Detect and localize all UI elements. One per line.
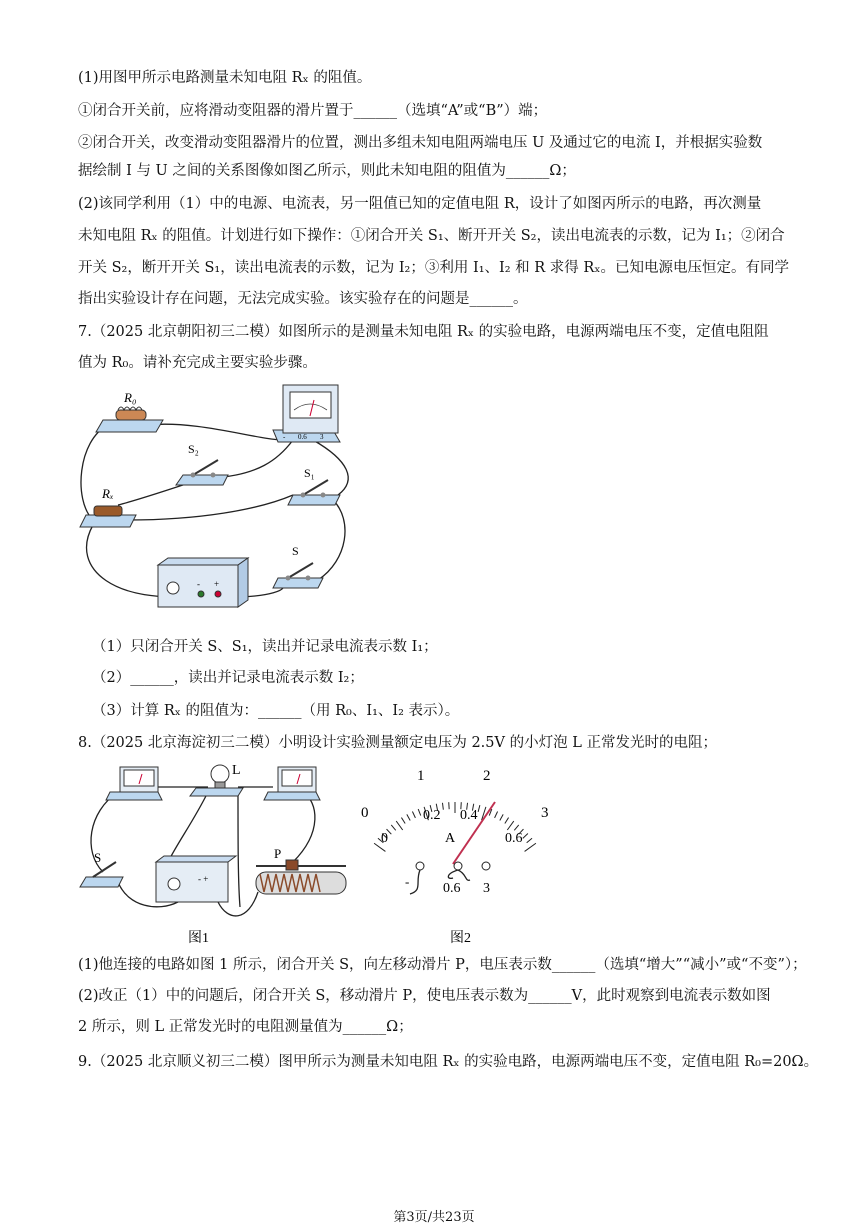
inner-04: 0.4 [460,808,478,823]
s2-label: S₂ [188,442,199,456]
power-supply [158,558,248,607]
terminal-3 [482,862,490,870]
q8-s-label: S [94,850,102,865]
q7-circuit-figure [78,380,368,620]
q8-part2-a: (2)改正（1）中的问题后，闭合开关 S，移动滑片 P，使电压表示数为______V，此时观察到电流表示数如图 [78,988,771,1004]
meter-tick [523,834,528,839]
meter-tick [525,843,536,851]
outer-2: 2 [483,768,491,784]
meter-tick [442,803,443,810]
meter-tick [412,812,415,818]
ammeter-right [264,767,320,800]
q6-part2-c: 开关 S₂，断开开关 S₁，读出电流表的示数，记为 I₂；③利用 I₁、I₂ 和 R 求得 Rₓ。已知电源电压恒定。有同学 [78,260,789,276]
meter-tick [401,818,405,824]
label-neg: - [405,874,410,889]
ammeter-term-06: 0.6 [298,433,307,441]
r0-label: R₀ [124,390,137,405]
meter-tick [478,805,480,812]
inner-02: 0.2 [423,808,441,823]
bulb-l [190,763,243,796]
q8-fig1-circuit [78,762,358,947]
q8-stem: 8.（2025 北京海淀初三二模）小明设计实验测量额定电压为 2.5V 的小灯泡 L 正常发光时的电阻； [78,735,717,751]
ammeter-term-neg: - [283,433,286,441]
voltmeter-left [106,767,162,800]
q6-part2-d: 指出实验设计存在问题，无法完成实验。该实验存在的问题是______。 [78,291,528,307]
meter-tick [527,838,532,842]
supply-pos: + [214,579,220,589]
meter-tick [418,809,421,816]
meter-tick [500,814,503,820]
q6-step1: ①闭合开关前，应将滑动变阻器的滑片置于______（选填“A”或“B”）端； [78,103,548,119]
q7-stem-a: 7.（2025 北京朝阳初三二模）如图所示的是测量未知电阻 Rₓ 的实验电路，电源两端电压不变，定值电阻阻 [78,324,769,340]
page-footer: 第3页/共23页 [393,1210,475,1225]
outer-1: 1 [417,768,425,784]
q7-step2: （2）______，读出并记录电流表示数 I₂； [92,670,364,686]
q8-part1: (1)他连接的电路如图 1 所示，闭合开关 S，向左移动滑片 P，电压表示数______（选填“增大”“减小”或“不变”）； [78,957,807,973]
rheostat-p-label: P [274,846,282,861]
q9-stem: 9.（2025 北京顺义初三二模）图甲所示为测量未知电阻 Rₓ 的实验电路，电源两端电压不变，定值电阻 R₀=20Ω。 [78,1054,819,1070]
switch-s [273,544,323,588]
meter-tick [396,821,402,830]
q7-step3: （3）计算 Rₓ 的阻值为：______（用 R₀、I₁、I₂ 表示）。 [92,703,460,719]
q8-switch-s [80,850,123,887]
meter-tick [507,821,513,830]
inner-06: 0.6 [505,831,523,846]
q6-step2-a: ②闭合开关，改变滑动变阻器滑片的位置，测出多组未知电阻两端电压 U 及通过它的电流 I，并根据实验数 [78,135,763,151]
switch-s1 [288,466,340,505]
outer-3: 3 [541,805,549,821]
fig1-caption: 图1 [188,931,209,946]
meter-tick [407,814,410,820]
outer-0: 0 [361,805,369,821]
q6-step2-b: 据绘制 I 与 U 之间的关系图像如图乙所示，则此未知电阻的阻值为______Ω； [78,163,576,179]
q7-step1: （1）只闭合开关 S、S₁，读出并记录电流表示数 I₁； [92,639,438,655]
meter-tick [514,825,518,830]
label-3: 3 [483,881,490,896]
meter-tick [391,825,395,830]
r0-component [96,390,163,432]
svg-text:- +: - + [198,874,209,884]
q8-fig2-meter [355,762,565,947]
s1-label: S₁ [304,466,315,480]
fig2-caption: 图2 [450,931,471,946]
label-06: 0.6 [443,881,461,896]
meter-tick [495,812,498,818]
terminal-06 [454,862,462,870]
q8-part2-b: 2 所示，则 L 正常发光时的电阻测量值为______Ω； [78,1019,413,1035]
supply-neg: - [197,579,200,589]
ammeter-term-3: 3 [320,433,324,441]
q6-part1-intro: (1)用图甲所示电路测量未知电阻 Rₓ 的阻值。 [78,70,372,86]
q6-part2-a: (2)该同学利用（1）中的电源、电流表，另一阻值已知的定值电阻 R，设计了如图丙所示的电路，再次测量 [78,196,762,212]
q7-stem-b: 值为 R₀。请补充完成主要实验步骤。 [78,355,317,371]
switch-s2 [176,442,228,485]
inner-0: 0 [381,831,388,846]
q6-part2-b: 未知电阻 Rₓ 的阻值。计划进行如下操作：①闭合开关 S₁、断开开关 S₂，读出电流表的示数，记为 I₁；②闭合 [78,228,785,244]
q8-power-supply [156,856,236,902]
ammeter [273,385,340,442]
meter-tick [505,818,509,824]
s-label: S [292,544,299,558]
rx-component [80,486,136,527]
meter-unit: A [445,831,456,846]
bulb-label: L [232,763,241,778]
rx-label: Rₓ [102,486,114,501]
terminal-neg [416,862,424,870]
